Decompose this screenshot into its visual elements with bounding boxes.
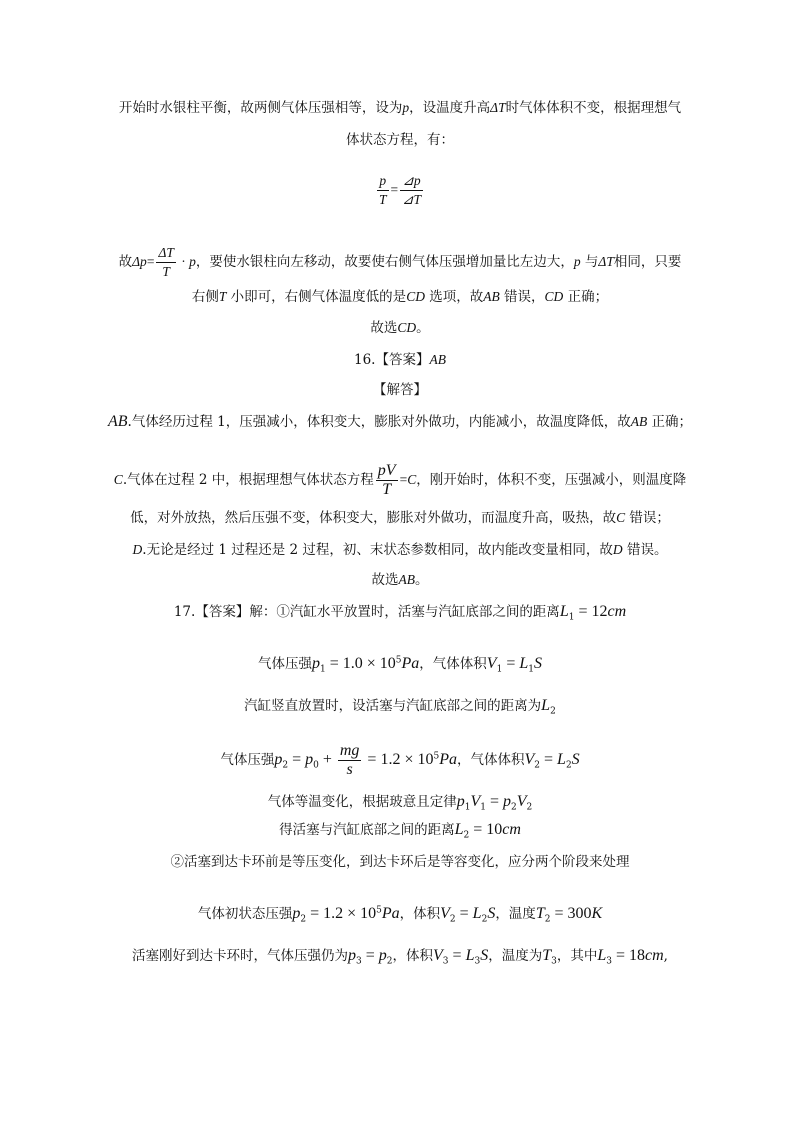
text: 右侧 [191, 289, 219, 305]
subscript: 2 [544, 914, 551, 925]
text: 气体等温变化，根据玻意且定律 [267, 794, 457, 810]
unit: Pa [401, 655, 420, 672]
numerator: pV [377, 462, 396, 479]
math-v: V [516, 793, 527, 810]
text: 汽缸竖直放置时，设活塞与汽缸底部之间的距离为 [244, 698, 542, 714]
text: 。 [416, 320, 430, 336]
text: 17.【答案】解：①汽缸水平放置时，活塞与汽缸底部之间的距离 [173, 604, 560, 620]
math-t: T [535, 905, 545, 922]
sec15-line-3 [0, 244, 800, 281]
text: 气体初状态压强 [197, 906, 293, 922]
sec17-line-8 [0, 946, 800, 966]
math-p: p [292, 905, 301, 922]
subscript: 2 [534, 760, 540, 771]
sec15-line-1 [0, 98, 800, 118]
subscript: 2 [565, 760, 572, 771]
denominator: T [382, 481, 392, 498]
sec17-line-4 [0, 792, 800, 812]
subscript: 1 [320, 664, 326, 675]
text: 得活塞与汽缸底部之间的距离 [279, 822, 455, 838]
text: 错误； [625, 510, 670, 526]
dot: · [177, 254, 190, 269]
unit: Pa [381, 905, 400, 922]
sec17-line-5 [0, 820, 800, 840]
text: ，体积 [392, 948, 434, 964]
text: 低，对外放热，然后压强不变，体积变大，膨胀对外做功，而温度升高，吸热，故 [130, 510, 617, 526]
math-p: p [312, 655, 320, 672]
subscript: 3 [551, 956, 557, 967]
math-l: L [465, 947, 475, 964]
subscript: 0 [313, 760, 319, 771]
equals: = [448, 947, 466, 964]
exponent: 5 [433, 751, 440, 762]
math-delta-t: ΔT [598, 254, 614, 269]
fraction-dp-over-dt [400, 172, 423, 209]
text: 体状态方程，有： [346, 132, 454, 148]
solution-label: 【解答】 [373, 382, 427, 398]
value: = 12 [574, 603, 608, 620]
option-label: AB [107, 413, 128, 430]
value: = 18 [611, 947, 646, 964]
text: ，气体体积 [456, 752, 525, 768]
text: ，要使水银柱向左移动，故要使右侧气体压强增加量比左边大， [195, 254, 574, 270]
text: 气体压强 [258, 656, 312, 672]
text: 选项，故 [424, 289, 484, 305]
math-delta-p: Δp [132, 254, 147, 269]
text: .气体在过程 2 中，根据理想气体状态方程 [122, 472, 374, 488]
equals: = [399, 472, 408, 487]
math-l: L [559, 603, 569, 620]
text: 活塞刚好到达卡环时，气体压强仍为 [132, 948, 349, 964]
subscript: 2 [550, 706, 556, 717]
text: 小即可，右侧气体温度低的是 [226, 289, 407, 305]
text: ，体积 [399, 906, 441, 922]
subscript: 2 [463, 830, 470, 841]
unit: cm [607, 603, 627, 620]
sec16-solution-heading [0, 380, 800, 400]
subscript: 3 [474, 956, 481, 967]
value: = 1.2 × 10 [306, 905, 377, 922]
unit: Pa [439, 751, 457, 768]
sec15-conclusion [0, 318, 800, 338]
numerator: mg [339, 742, 360, 759]
subscript: 2 [526, 802, 533, 813]
math-v: V [524, 751, 535, 768]
math-s: S [533, 655, 542, 672]
value: = 1.0 × 10 [325, 655, 396, 672]
value: = 1.2 × 10 [363, 751, 434, 768]
math-p: p [573, 254, 581, 269]
exponent: 5 [376, 905, 382, 916]
sec16-conclusion [0, 570, 800, 590]
math-delta-t: ΔT [490, 100, 506, 115]
subscript: 1 [568, 612, 575, 623]
equals: = [485, 793, 504, 810]
value: = 10 [469, 821, 503, 838]
unit: cm [502, 821, 521, 838]
fraction-dt-over-t [156, 244, 175, 281]
text: 。 [415, 572, 429, 588]
equals: = [361, 947, 379, 964]
math-v: V [433, 947, 443, 964]
math-p: p [378, 947, 387, 964]
math-ab: AB [630, 414, 648, 429]
subscript: 2 [300, 914, 307, 925]
sec16-heading [0, 350, 800, 370]
unit: cm [645, 947, 664, 964]
fraction-pv-over-t [376, 462, 398, 499]
text: 错误， [499, 289, 545, 305]
text: 相同，只要 [613, 254, 682, 270]
text: ，设温度升高 [409, 100, 491, 116]
math-cd: CD [397, 320, 417, 335]
sec17-line-2 [0, 696, 800, 716]
subscript: 2 [386, 956, 393, 967]
math-l: L [454, 821, 464, 838]
math-v: V [440, 905, 450, 922]
math-p: p [305, 751, 314, 768]
equals: = [146, 254, 155, 269]
subscript: 2 [511, 802, 517, 813]
sec16-option-c [0, 462, 800, 499]
subscript: 1 [480, 802, 486, 813]
sec17-line-1 [0, 654, 800, 674]
equals: = [502, 655, 520, 672]
text: 开始时水银柱平衡，故两侧气体压强相等，设为 [118, 100, 403, 116]
math-s: S [571, 751, 580, 768]
text: ②活塞到达卡环前是等压变化，到达卡环后是等容变化，应分两个阶段来处理 [170, 854, 630, 870]
subscript: 2 [449, 914, 456, 925]
math-cd: CD [544, 289, 564, 304]
math-l: L [557, 751, 566, 768]
numerator: ⊿p [400, 172, 423, 191]
math-d: D [612, 542, 623, 557]
math-s: S [480, 947, 489, 964]
fraction-p-over-t [377, 172, 389, 209]
math-c: C [407, 472, 417, 487]
math-l: L [541, 697, 551, 714]
sec15-line-4 [0, 287, 800, 307]
equals: = [455, 905, 473, 922]
text: 气体压强 [220, 752, 275, 768]
subscript: 3 [356, 956, 362, 967]
option-label: D [132, 542, 143, 557]
numerator: ΔT [156, 244, 175, 263]
text: 故选 [370, 320, 398, 336]
math-p: p [274, 751, 283, 768]
unit: K [591, 905, 603, 922]
math-s: S [487, 905, 496, 922]
equals: = [288, 751, 306, 768]
sec17-heading [0, 602, 800, 622]
sec17-line-7 [0, 904, 800, 924]
math-ab: AB [483, 289, 500, 304]
math-p: p [189, 254, 196, 269]
text: 正确； [563, 289, 609, 305]
text: .气体经历过程 1，压强减小，体积变大，膨胀对外做功，内能减小，故温度降低，故 [127, 414, 631, 430]
math-t: T [542, 947, 552, 964]
equals: = [390, 182, 399, 197]
math-l: L [472, 905, 482, 922]
math-p: p [348, 947, 357, 964]
answer-label: 16.【答案】 [354, 352, 430, 368]
text: , [663, 948, 668, 964]
sec17-line-6 [0, 852, 800, 872]
math-p: p [503, 793, 512, 810]
math-ab: AB [429, 352, 446, 367]
math-c: C [616, 510, 626, 525]
math-l: L [519, 655, 529, 672]
math-p: p [456, 793, 465, 810]
text: ，其中 [556, 948, 598, 964]
sec17-line-3 [0, 742, 800, 779]
text: .无论是经过 1 过程还是 2 过程，初、末状态参数相同，故内能改变量相同，故 [142, 542, 613, 558]
fraction-mg-over-s [338, 742, 362, 779]
math-l: L [597, 947, 607, 964]
exponent: 5 [395, 655, 402, 666]
value: = 300 [550, 905, 592, 922]
option-label: C [113, 472, 123, 487]
denominator: s [346, 761, 353, 778]
text: ，刚开始时，体积不变，压强减小，则温度降 [416, 472, 687, 488]
text: ，温度 [495, 906, 536, 922]
denominator: ⊿T [402, 192, 421, 207]
numerator: p [377, 172, 389, 191]
math-v: V [470, 793, 481, 810]
text: 正确； [647, 414, 692, 430]
subscript: 2 [481, 914, 488, 925]
denominator: T [379, 192, 387, 207]
math-t: T [218, 289, 227, 304]
plus: + [318, 751, 336, 768]
sec15-line-2 [0, 130, 800, 150]
sec16-option-c-cont [0, 508, 800, 528]
math-cd: CD [406, 289, 425, 304]
subscript: 2 [282, 760, 289, 771]
text: 时气体体积不变，根据理想气 [505, 100, 682, 116]
denominator: T [162, 264, 170, 279]
text: ，温度为 [488, 948, 543, 964]
sec16-option-d [0, 540, 800, 560]
math-v: V [486, 655, 497, 672]
subscript: 3 [606, 956, 612, 967]
text: 故选 [371, 572, 399, 588]
subscript: 1 [528, 664, 534, 675]
subscript: 1 [496, 664, 503, 675]
equals: = [540, 751, 558, 768]
sec16-option-ab [0, 412, 800, 432]
subscript: 3 [442, 956, 449, 967]
text: 与 [580, 254, 599, 270]
text: 故 [118, 254, 133, 270]
text: 错误。 [622, 542, 668, 558]
text: ，气体体积 [419, 656, 487, 672]
subscript: 1 [464, 802, 471, 813]
sec15-equation [0, 172, 800, 209]
math-ab: AB [398, 572, 415, 587]
math-p: p [402, 100, 410, 115]
